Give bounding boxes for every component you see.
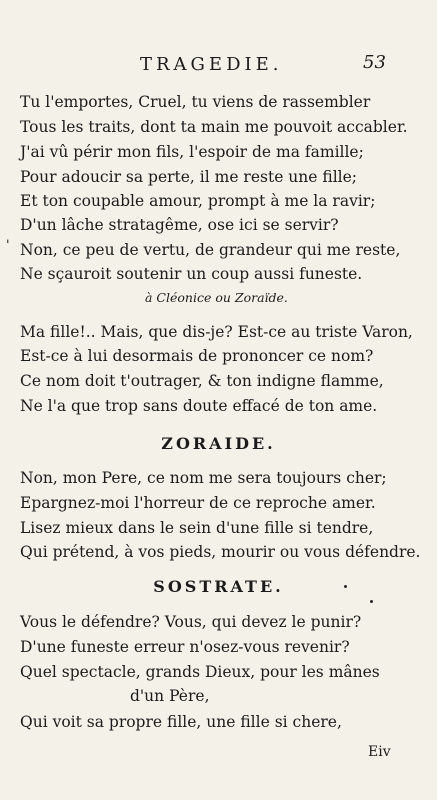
verse-line: Et ton coupable amour, prompt à me la ravir;	[20, 192, 376, 210]
verse-line: Quel spectacle, grands Dieux, pour les mânes	[20, 663, 380, 681]
signature-mark: Eiv	[368, 744, 391, 760]
running-title: TRAGEDIE.	[140, 54, 283, 75]
verse-line: Epargnez-moi l'horreur de ce reproche amer.	[20, 494, 376, 512]
verse-line: Ma fille!.. Mais, que dis-je? Est-ce au triste Varon,	[20, 323, 413, 341]
verse-line: Ne sçauroit soutenir un coup aussi funeste.	[20, 265, 363, 283]
verse-line: Qui prétend, à vos pieds, mourir ou vous défendre.	[20, 543, 421, 561]
ink-speck	[370, 600, 373, 603]
verse-line: Vous le défendre? Vous, qui devez le punir?	[20, 613, 362, 631]
verse-line: D'un lâche stratagême, ose ici se servir?	[20, 216, 339, 234]
verse-line: D'une funeste erreur n'osez-vous revenir?	[20, 638, 350, 656]
verse-line: Qui voit sa propre fille, une fille si chere,	[20, 713, 342, 731]
ink-speck	[344, 585, 347, 588]
verse-line: Lisez mieux dans le sein d'une fille si tendre,	[20, 519, 374, 537]
verse-line: Non, mon Pere, ce nom me sera toujours cher;	[20, 469, 387, 487]
verse-line: Est-ce à lui desormais de prononcer ce nom?	[20, 347, 374, 365]
verse-line: Tous les traits, dont ta main me pouvoit accabler.	[20, 118, 408, 136]
verse-line: Pour adoucir sa perte, il me reste une fille;	[20, 168, 358, 186]
verse-line: d'un Père,	[130, 687, 210, 705]
verse-line: Tu l'emportes, Cruel, tu viens de rassembler	[20, 93, 371, 111]
speaker-name: SOSTRATE.	[153, 577, 284, 596]
page-header	[0, 52, 437, 82]
verse-line: Non, ce peu de vertu, de grandeur qui me reste,	[20, 241, 401, 259]
speaker-name: ZORAIDE.	[161, 434, 276, 453]
stage-direction: à Cléonice ou Zoraïde.	[145, 290, 288, 305]
verse-line: J'ai vû périr mon fils, l'espoir de ma famille;	[20, 143, 364, 161]
margin-mark: '	[6, 238, 10, 253]
page-number: 53	[363, 52, 386, 73]
verse-line: Ce nom doit t'outrager, & ton indigne flamme,	[20, 372, 384, 390]
verse-line: Ne l'a que trop sans doute effacé de ton ame.	[20, 397, 378, 415]
